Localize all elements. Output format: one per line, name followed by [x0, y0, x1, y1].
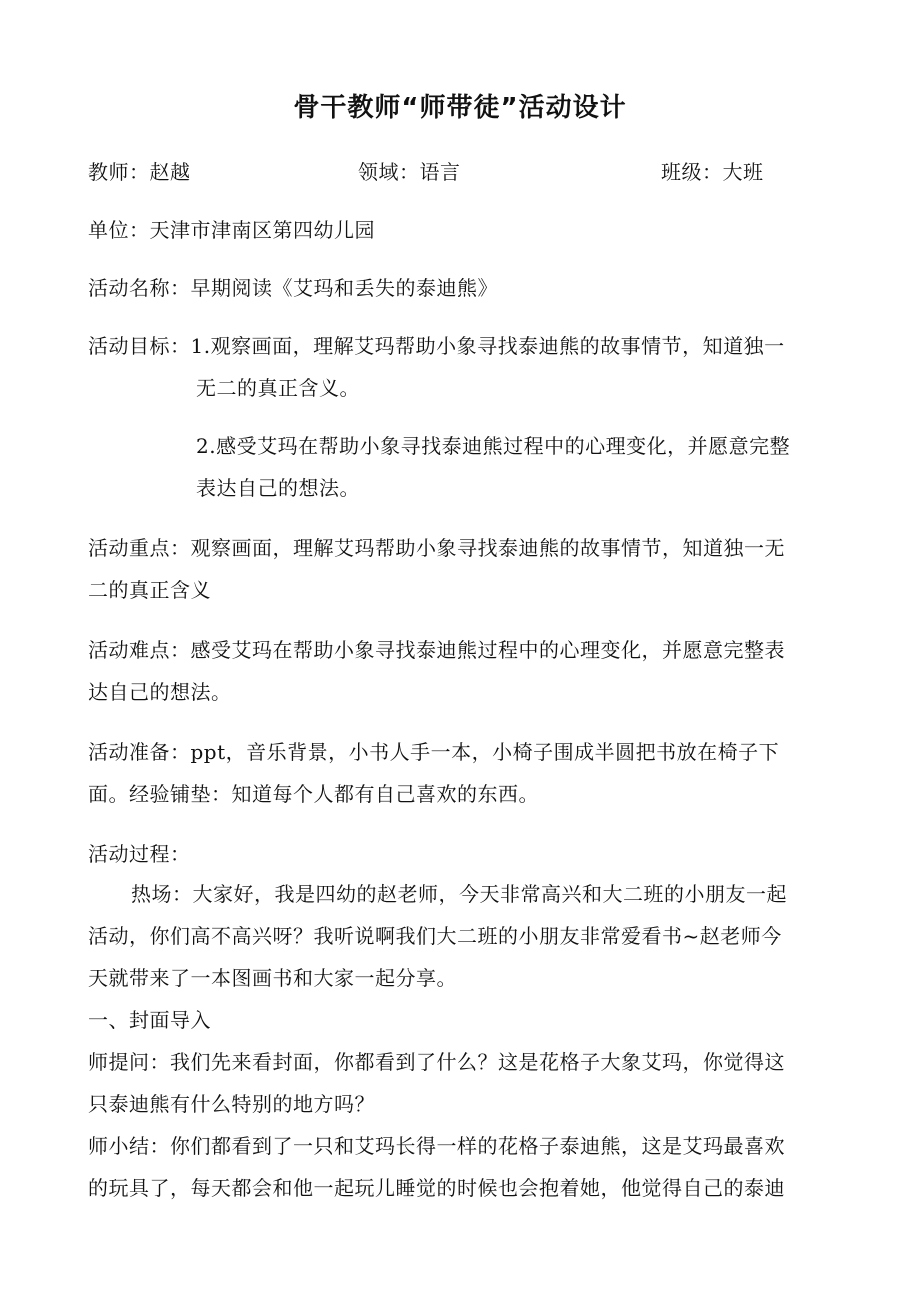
preparation-line-1: 活动准备：ppt，音乐背景，小书人手一本，小椅子围成半圆把书放在椅子下 — [88, 740, 780, 764]
goals-line-1: 活动目标：1.观察画面，理解艾玛帮助小象寻找泰迪熊的故事情节，知道独一 — [88, 334, 785, 358]
summary-line-1: 师小结：你们都看到了一只和艾玛长得一样的花格子泰迪熊，这是艾玛最喜欢 — [88, 1134, 785, 1158]
key-point-line-2: 二的真正含义 — [88, 578, 211, 602]
warmup-line-3: 天就带来了一本图画书和大家一起分享。 — [88, 966, 457, 990]
warmup-line-1: 热场：大家好，我是四幼的赵老师，今天非常高兴和大二班的小朋友一起 — [131, 882, 787, 906]
goals-line-4: 表达自己的想法。 — [196, 476, 360, 500]
activity-name: 活动名称：早期阅读《艾玛和丢失的泰迪熊》 — [88, 276, 498, 300]
class-field: 班级：大班 — [661, 160, 764, 184]
goals-line-3: 2.感受艾玛在帮助小象寻找泰迪熊过程中的心理变化，并愿意完整 — [196, 434, 791, 458]
process-heading: 活动过程： — [88, 842, 191, 866]
difficulty-line-1: 活动难点：感受艾玛在帮助小象寻找泰迪熊过程中的心理变化，并愿意完整表 — [88, 638, 785, 662]
teacher-field: 教师：赵越 — [88, 160, 191, 184]
difficulty-line-2: 达自己的想法。 — [88, 680, 232, 704]
summary-line-2: 的玩具了，每天都会和他一起玩儿睡觉的时候也会抱着她，他觉得自己的泰迪 — [88, 1176, 785, 1200]
preparation-line-2: 面。经验铺垫：知道每个人都有自己喜欢的东西。 — [88, 782, 539, 806]
page-title: 骨干教师“师带徒”活动设计 — [293, 93, 627, 123]
section-cover-intro: 一、封面导入 — [88, 1008, 211, 1032]
question-line-2: 只泰迪熊有什么特别的地方吗？ — [88, 1092, 375, 1116]
unit-field: 单位：天津市津南区第四幼儿园 — [88, 218, 375, 242]
question-line-1: 师提问：我们先来看封面，你都看到了什么？这是花格子大象艾玛，你觉得这 — [88, 1050, 785, 1074]
warmup-line-2: 活动，你们高不高兴呀？我听说啊我们大二班的小朋友非常爱看书~赵老师今 — [88, 924, 782, 948]
domain-field: 领域：语言 — [358, 160, 461, 184]
goals-line-2: 无二的真正含义。 — [196, 376, 360, 400]
key-point-line-1: 活动重点：观察画面，理解艾玛帮助小象寻找泰迪熊的故事情节，知道独一无 — [88, 536, 785, 560]
